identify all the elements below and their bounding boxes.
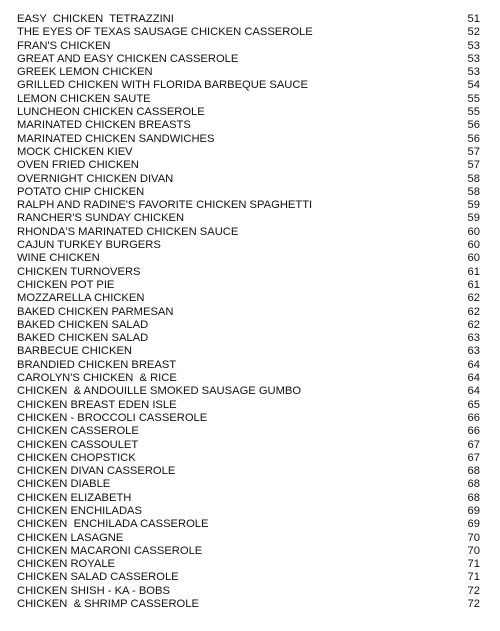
- toc-entry-page-number: 53: [467, 66, 480, 79]
- toc-entry-page-number: 68: [467, 478, 480, 491]
- toc-entry-page-number: 70: [467, 531, 480, 544]
- toc-entry: [17, 13, 480, 26]
- toc-entry-title: CHICKEN BREAST EDEN ISLE: [17, 398, 177, 411]
- toc-entry-title: BARBECUE CHICKEN: [17, 345, 133, 358]
- toc-entry: [17, 425, 480, 438]
- toc-entry-page-number: 58: [467, 172, 480, 185]
- toc-entry: [17, 359, 480, 372]
- toc-entry-page-number: 69: [467, 504, 480, 517]
- toc-entry-page-number: 52: [467, 26, 480, 39]
- toc-entry-title: CHICKEN & SHRIMP CASSEROLE: [17, 598, 199, 611]
- toc-entry: [17, 319, 480, 332]
- toc-entry-page-number: 68: [467, 491, 480, 504]
- toc-entry-title: CHICKEN - BROCCOLI CASSEROLE: [17, 411, 208, 424]
- toc-entry-page-number: 67: [467, 438, 480, 451]
- toc-entry-page-number: 59: [467, 199, 480, 212]
- toc-entry: [17, 266, 480, 279]
- toc-entry: [17, 306, 480, 319]
- toc-entry-page-number: 53: [467, 39, 480, 52]
- toc-entry: [17, 439, 480, 452]
- toc-entry-title: OVEN FRIED CHICKEN: [17, 159, 139, 172]
- toc-entry-page-number: 72: [467, 598, 480, 611]
- toc-entry-page-number: 55: [467, 106, 480, 119]
- toc-entry-title: MOCK CHICKEN KIEV: [17, 145, 133, 158]
- toc-entry: [17, 412, 480, 425]
- toc-entry-title: RANCHER'S SUNDAY CHICKEN: [17, 212, 185, 225]
- toc-entry-title: WINE CHICKEN: [17, 252, 100, 265]
- toc-entry-page-number: 71: [467, 558, 480, 571]
- toc-entry-title: CHICKEN & ANDOUILLE SMOKED SAUSAGE GUMBO: [17, 385, 302, 398]
- toc-entry: [17, 385, 480, 398]
- toc-entry-title: CHICKEN CASSEROLE: [17, 425, 139, 438]
- toc-entry: [17, 106, 480, 119]
- toc-entry: [17, 79, 480, 92]
- toc-entry-page-number: 54: [467, 79, 480, 92]
- toc-entry: [17, 186, 480, 199]
- toc-entry: [17, 199, 480, 212]
- toc-entry-page-number: 60: [467, 252, 480, 265]
- toc-entry-title: CHICKEN LASAGNE: [17, 531, 124, 544]
- toc-entry-page-number: 65: [467, 398, 480, 411]
- toc-entry: [17, 292, 480, 305]
- toc-entry-title: CHICKEN ROYALE: [17, 558, 116, 571]
- toc-entry: [17, 345, 480, 358]
- toc-entry-title: BAKED CHICKEN PARMESAN: [17, 305, 174, 318]
- toc-entry-page-number: 51: [467, 13, 480, 25]
- toc-entry: [17, 332, 480, 345]
- toc-entry: [17, 173, 480, 186]
- toc-entry: [17, 465, 480, 478]
- toc-entry: [17, 53, 480, 66]
- toc-entry-page-number: 72: [467, 584, 480, 597]
- toc-entry: [17, 40, 480, 53]
- toc-entry-page-number: 68: [467, 465, 480, 478]
- toc-entry: [17, 492, 480, 505]
- toc-entry: [17, 505, 480, 518]
- toc-entry-title: CHICKEN CASSOULET: [17, 438, 139, 451]
- toc-entry-title: OVERNIGHT CHICKEN DIVAN: [17, 172, 174, 185]
- toc-entry: [17, 226, 480, 239]
- toc-entry-page-number: 71: [467, 571, 480, 584]
- toc-entry-page-number: 62: [467, 292, 480, 305]
- toc-entry-page-number: 66: [467, 425, 480, 438]
- toc-entry-page-number: 57: [467, 145, 480, 158]
- toc-entry-page-number: 62: [467, 305, 480, 318]
- toc-entry-page-number: 60: [467, 225, 480, 238]
- toc-entry-title: CHICKEN TURNOVERS: [17, 265, 141, 278]
- toc-entry-page-number: 64: [467, 358, 480, 371]
- toc-entry-page-number: 63: [467, 345, 480, 358]
- toc-entry-title: CHICKEN ENCHILADA CASSEROLE: [17, 518, 209, 531]
- toc-entry: [17, 159, 480, 172]
- toc-entry-page-number: 59: [467, 212, 480, 225]
- toc-entry: [17, 545, 480, 558]
- toc-entry-title: CHICKEN POT PIE: [17, 278, 115, 291]
- toc-entry-title: LUNCHEON CHICKEN CASSEROLE: [17, 106, 205, 119]
- toc-entry-title: POTATO CHIP CHICKEN: [17, 185, 145, 198]
- toc-entry-title: BAKED CHICKEN SALAD: [17, 318, 149, 331]
- toc-entry: [17, 558, 480, 571]
- table-of-contents: [17, 13, 480, 611]
- toc-entry-page-number: 64: [467, 372, 480, 385]
- toc-entry: [17, 66, 480, 79]
- toc-entry: [17, 598, 480, 611]
- toc-entry-title: CHICKEN CHOPSTICK: [17, 451, 136, 464]
- toc-entry-page-number: 53: [467, 52, 480, 65]
- toc-entry-title: CAJUN TURKEY BURGERS: [17, 239, 161, 252]
- toc-entry-title: MOZZARELLA CHICKEN: [17, 292, 145, 305]
- toc-entry-title: CHICKEN SALAD CASSEROLE: [17, 571, 179, 584]
- toc-entry: [17, 532, 480, 545]
- toc-entry-page-number: 63: [467, 332, 480, 345]
- toc-entry-page-number: 70: [467, 544, 480, 557]
- toc-entry: [17, 399, 480, 412]
- toc-entry: [17, 452, 480, 465]
- toc-entry-page-number: 61: [467, 278, 480, 291]
- toc-entry-page-number: 60: [467, 239, 480, 252]
- toc-entry-page-number: 61: [467, 265, 480, 278]
- toc-entry: [17, 146, 480, 159]
- toc-entry-title: RHONDA'S MARINATED CHICKEN SAUCE: [17, 225, 239, 238]
- toc-entry-title: THE EYES OF TEXAS SAUSAGE CHICKEN CASSEROLE: [17, 26, 313, 39]
- toc-entry: [17, 252, 480, 265]
- toc-entry-title: CHICKEN DIVAN CASSEROLE: [17, 465, 176, 478]
- toc-entry: [17, 26, 480, 39]
- toc-entry-page-number: 62: [467, 318, 480, 331]
- toc-entry-page-number: 56: [467, 119, 480, 132]
- toc-entry-page-number: 67: [467, 451, 480, 464]
- toc-entry: [17, 239, 480, 252]
- toc-entry-title: GREEK LEMON CHICKEN: [17, 66, 153, 79]
- toc-entry: [17, 372, 480, 385]
- toc-entry: [17, 93, 480, 106]
- toc-entry: [17, 279, 480, 292]
- toc-entry-title: EASY CHICKEN TETRAZZINI: [17, 13, 174, 25]
- toc-entry-title: MARINATED CHICKEN BREASTS: [17, 119, 191, 132]
- toc-entry: [17, 133, 480, 146]
- toc-entry: [17, 571, 480, 584]
- toc-entry: [17, 478, 480, 491]
- toc-entry-page-number: 56: [467, 132, 480, 145]
- toc-entry-page-number: 57: [467, 159, 480, 172]
- toc-entry: [17, 119, 480, 132]
- toc-entry-title: CHICKEN MACARONI CASSEROLE: [17, 544, 203, 557]
- toc-entry-page-number: 69: [467, 518, 480, 531]
- toc-entry: [17, 585, 480, 598]
- toc-entry-title: BRANDIED CHICKEN BREAST: [17, 358, 177, 371]
- toc-entry-title: LEMON CHICKEN SAUTE: [17, 92, 151, 105]
- toc-entry-page-number: 55: [467, 92, 480, 105]
- toc-entry-title: CHICKEN ENCHILADAS: [17, 504, 142, 517]
- toc-entry-title: RALPH AND RADINE'S FAVORITE CHICKEN SPAGHETTI: [17, 199, 313, 212]
- toc-entry-title: BAKED CHICKEN SALAD: [17, 332, 149, 345]
- toc-entry-page-number: 58: [467, 185, 480, 198]
- toc-entry-title: GREAT AND EASY CHICKEN CASSEROLE: [17, 52, 239, 65]
- toc-entry-page-number: 64: [467, 385, 480, 398]
- toc-entry-title: CHICKEN DIABLE: [17, 478, 111, 491]
- toc-entry-title: CAROLYN'S CHICKEN & RICE: [17, 372, 177, 385]
- toc-entry-page-number: 66: [467, 411, 480, 424]
- toc-entry: [17, 518, 480, 531]
- toc-entry: [17, 212, 480, 225]
- toc-entry-title: FRAN'S CHICKEN: [17, 39, 111, 52]
- toc-entry-title: GRILLED CHICKEN WITH FLORIDA BARBEQUE SAUCE: [17, 79, 308, 92]
- toc-entry-title: CHICKEN ELIZABETH: [17, 491, 132, 504]
- toc-entry-title: MARINATED CHICKEN SANDWICHES: [17, 132, 215, 145]
- toc-entry-title: CHICKEN SHISH - KA - BOBS: [17, 584, 170, 597]
